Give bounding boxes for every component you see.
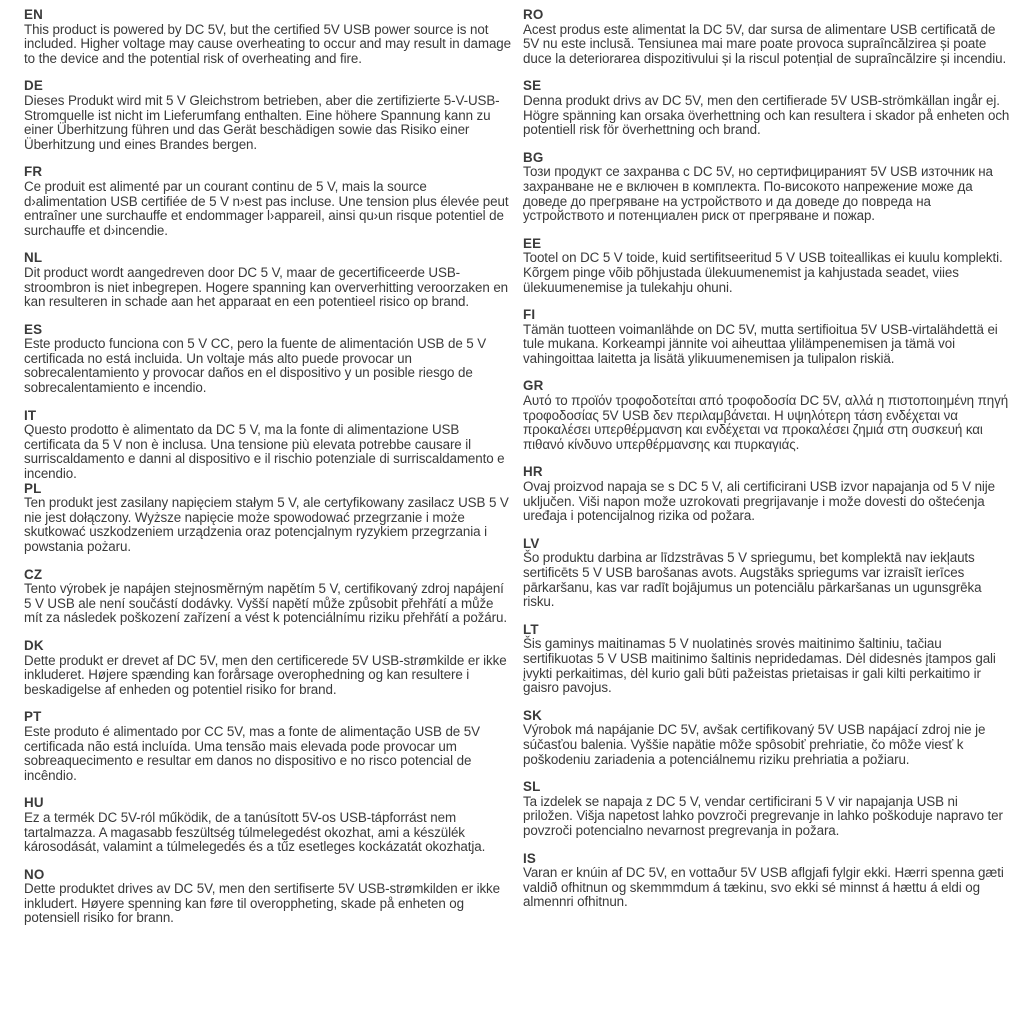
lang-section-lt	[523, 623, 1010, 696]
lang-code-pt: PT	[24, 709, 42, 725]
lang-code-fi: FI	[523, 307, 536, 323]
lang-code-hr: HR	[523, 464, 543, 480]
left-column	[24, 8, 511, 939]
lang-code-sk: SK	[523, 707, 543, 723]
lang-section-es	[24, 323, 511, 396]
lang-text-gr: Αυτό το προϊόν τροφοδοτείται από τροφοδοσία DC 5V, αλλά η πιστοποιημένη πηγή τροφοδοσίας 5V USB δεν περιλαμβάνεται. Η υψηλότερη τάση ενδέχεται να προκαλέσει υπερθέρμανση και ενδέχεται να προκαλέσει ζημιά στη συσκευή και πιθανό κίνδυνο υπερθέρμανσης και πυρκαγιάς.	[523, 393, 1009, 452]
lang-section-no	[24, 868, 511, 926]
lang-section-ro	[523, 8, 1010, 66]
lang-section-dk	[24, 639, 511, 697]
lang-text-pl: Ten produkt jest zasilany napięciem stałym 5 V, ale certyfikowany zasilacz USB 5 V nie jest dołączony. Wyższe napięcie może spowodować przegrzanie i może skutkować uszkodzeniem urządzenia oraz potencjalnym ryzykiem przegrzania i powstania pożaru.	[24, 495, 509, 554]
lang-text-en: This product is powered by DC 5V, but the certified 5V USB power source is not included. Higher voltage may cause overheating to occur and may result in damage to the device and the potential risk of overheating and fire.	[24, 21, 511, 66]
lang-text-pt: Este produto é alimentado por CC 5V, mas a fonte de alimentação USB de 5V certificada não está incluída. Uma tensão mais elevada pode provocar um sobreaquecimento e resultar em danos no dispositivo e no risco potencial de incêndio.	[24, 723, 480, 783]
lang-text-lv: Šo produktu darbina ar līdzstrāvas 5 V spriegumu, bet komplektā nav iekļauts sertificēts 5 V USB barošanas avots. Augstāks spriegums var izraisīt ierīces pārkaršanu, kas var radīt bojājumus un potenciālu pārkaršanas un ugunsgrēka risku.	[523, 550, 982, 610]
lang-code-ro: RO	[523, 7, 544, 22]
lang-text-nl: Dit product wordt aangedreven door DC 5 V, maar de gecertificeerde USB-stroombron is niet inbegrepen. Hogere spanning kan oververhitting veroorzaken en kan resulteren in schade aan het apparaat en een potentieel risico op brand.	[24, 264, 509, 310]
lang-section-fr	[24, 165, 511, 238]
lang-code-no: NO	[24, 866, 45, 882]
lang-section-gr	[523, 379, 1010, 452]
lang-section-hr	[523, 465, 1010, 523]
lang-code-de: DE	[24, 78, 44, 94]
lang-code-en: EN	[24, 7, 44, 22]
lang-code-gr: GR	[523, 378, 544, 394]
lang-section-bg	[523, 151, 1010, 224]
lang-section-hu	[24, 796, 511, 854]
lang-text-sk: Výrobok má napájanie DC 5V, avšak certifikovaný 5V USB napájací zdroj nie je súčasťou balenia. Vyššie napätie môže spôsobiť prehriatie, čo môže viesť k poškodeniu zariadenia a potenciálnemu riziku prehriatia a požiaru.	[523, 722, 986, 767]
lang-section-ee	[523, 237, 1010, 295]
lang-section-nl	[24, 251, 511, 309]
lang-text-de: Dieses Produkt wird mit 5 V Gleichstrom betrieben, aber die zertifizierte 5-V-USB-Stromquelle ist nicht im Lieferumfang enthalten. Eine höhere Spannung kann zu einer Überhitzung führen und das Gerät beschädigen sowie das Risiko einer Überhitzung und eines Brandes bergen.	[24, 92, 500, 152]
lang-code-lv: LV	[523, 535, 540, 551]
two-column-layout	[24, 8, 1010, 939]
lang-code-sl: SL	[523, 779, 541, 795]
lang-section-sk	[523, 709, 1010, 767]
lang-code-bg: BG	[523, 149, 544, 165]
right-column	[523, 8, 1010, 939]
lang-text-lt: Šis gaminys maitinamas 5 V nuolatinės srovės maitinimo šaltiniu, tačiau sertifikuotas 5 V USB maitinimo šaltinis nepridedamas. Dėl didesnės įtampos gali įvykti perkaitimas, dėl kurio gali būti pažeistas prietaisas ir gali kilti perkaitimo ir gaisro pavojus.	[523, 636, 996, 696]
lang-code-is: IS	[523, 850, 537, 866]
lang-text-se: Denna produkt drivs av DC 5V, men den certifierade 5V USB-strömkällan ingår ej. Högre spänning kan orsaka överhettning och kan resultera i skador på enheten och potentiell risk för överhettning och brand.	[523, 92, 1010, 138]
lang-text-fi: Tämän tuotteen voimanlähde on DC 5V, mutta sertifioitua 5V USB-virtalähdettä ei tule mukana. Korkeampi jännite voi aiheuttaa ylilämpenemisen ja tämä voi vahingoittaa laitetta ja lisätä ylikuumenemisen ja tulipalon riskiä.	[523, 321, 998, 366]
lang-code-fr: FR	[24, 164, 43, 180]
lang-text-cz: Tento výrobek je napájen stejnosměrným napětím 5 V, certifikovaný zdroj napájení 5 V USB ale není součástí dodávky. Vyšší napětí může způsobit přehřátí a může mít za následek poškození zařízení a vést k potenciálnímu riziku přehřátí a požáru.	[24, 581, 507, 626]
lang-text-fr: Ce produit est alimenté par un courant continu de 5 V, mais la source d›alimentation USB certifiée de 5 V n›est pas incluse. Une tension plus élevée peut entraîner une surchauffe et endommager l›appareil, ainsi qu›un risque potentiel de surchauffe et d›incendie.	[24, 178, 509, 238]
lang-text-sl: Ta izdelek se napaja z DC 5 V, vendar certificirani 5 V vir napajanja USB ni priložen. Višja napetost lahko povzroči pregrevanje in lahko poškoduje napravo ter povzroči potencialno nevarnost pregrevanja in požara.	[523, 793, 1003, 838]
lang-code-ee: EE	[523, 235, 542, 251]
lang-code-dk: DK	[24, 637, 44, 653]
lang-code-nl: NL	[24, 250, 43, 266]
lang-section-pl	[24, 482, 511, 555]
lang-text-es: Este producto funciona con 5 V CC, pero la fuente de alimentación USB de 5 V certificada no está incluida. Un voltaje más alto puede provocar un sobrecalentamiento y provocar daños en el dispositivo y un posible riesgo de sobrecalentamiento e incendio.	[24, 336, 487, 396]
lang-section-en	[24, 8, 511, 66]
lang-text-ro: Acest produs este alimentat la DC 5V, dar sursa de alimentare USB certificată de 5V nu este inclusă. Tensiunea mai mare poate provoca supraîncălzirea și poate duce la deteriorarea dispozitivului și la riscul potențial de supraîncălzire și incendiu.	[523, 21, 1007, 66]
lang-section-fi	[523, 308, 1010, 366]
lang-section-lv	[523, 537, 1010, 610]
lang-section-sl	[523, 780, 1010, 838]
lang-section-cz	[24, 568, 511, 626]
lang-text-ee: Tootel on DC 5 V toide, kuid sertifitseeritud 5 V USB toiteallikas ei kuulu komplekti. Kõrgem pinge võib põhjustada ülekuumenemist ja kahjustada seadet, viies ülekuumenemise ja tulekahju ohuni.	[523, 250, 1003, 295]
lang-code-se: SE	[523, 78, 542, 94]
lang-text-it: Questo prodotto è alimentato da DC 5 V, ma la fonte di alimentazione USB certificata da 5 V non è inclusa. Una tensione più elevata potrebbe causare il surriscaldamento e danni al dispositivo e il rischio potenziale di surriscaldamento e incendio.	[24, 422, 505, 482]
lang-code-cz: CZ	[24, 566, 43, 582]
lang-section-it	[24, 409, 511, 482]
lang-code-lt: LT	[523, 621, 539, 637]
lang-text-hu: Ez a termék DC 5V-ról működik, de a tanúsított 5V-os USB-tápforrást nem tartalmazza. A magasabb feszültség túlmelegedést okozhat, ami a készülék károsodását, valamint a túlmelegedés és a tűz esetleges kockázatát okozhatja.	[24, 809, 486, 855]
lang-text-hr: Ovaj proizvod napaja se s DC 5 V, ali certificirani USB izvor napajanja od 5 V nije uključen. Viši napon može uzrokovati pregrijavanje i može dovesti do oštećenja uređaja i potencijalnog rizika od požara.	[523, 479, 996, 524]
lang-code-hu: HU	[24, 795, 44, 811]
lang-text-dk: Dette produkt er drevet af DC 5V, men den certificerede 5V USB-strømkilde er ikke inkluderet. Højere spænding kan forårsage overophedning og kan resultere i beskadigelse af enheden og potentiel risiko for brand.	[24, 652, 507, 697]
lang-section-de	[24, 79, 511, 152]
lang-section-se	[523, 79, 1010, 137]
lang-section-is	[523, 852, 1010, 910]
lang-code-es: ES	[24, 321, 43, 337]
lang-section-pt	[24, 710, 511, 783]
lang-text-no: Dette produktet drives av DC 5V, men den sertifiserte 5V USB-strømkilden er ikke inkludert. Høyere spenning kan føre til overoppheting, skade på enheten og potensiell risiko for brann.	[24, 881, 500, 926]
lang-text-is: Varan er knúin af DC 5V, en vottaður 5V USB aflgjafi fylgir ekki. Hærri spenna gæti valdið ofhitnun og skemmmdum á tækinu, svo ekki sé minnst á hættu á eldi og almennri ofhitnun.	[523, 865, 1004, 910]
lang-code-it: IT	[24, 407, 37, 423]
lang-text-bg: Този продукт се захранва с DC 5V, но сертифицираният 5V USB източник на захранване не е включен в комплекта. По-високото напрежение може да доведе до прегряване на устройството и да доведе до повреда на устройството и потенциален риск от прегряване и пожар.	[523, 164, 993, 224]
lang-code-pl: PL	[24, 480, 42, 496]
